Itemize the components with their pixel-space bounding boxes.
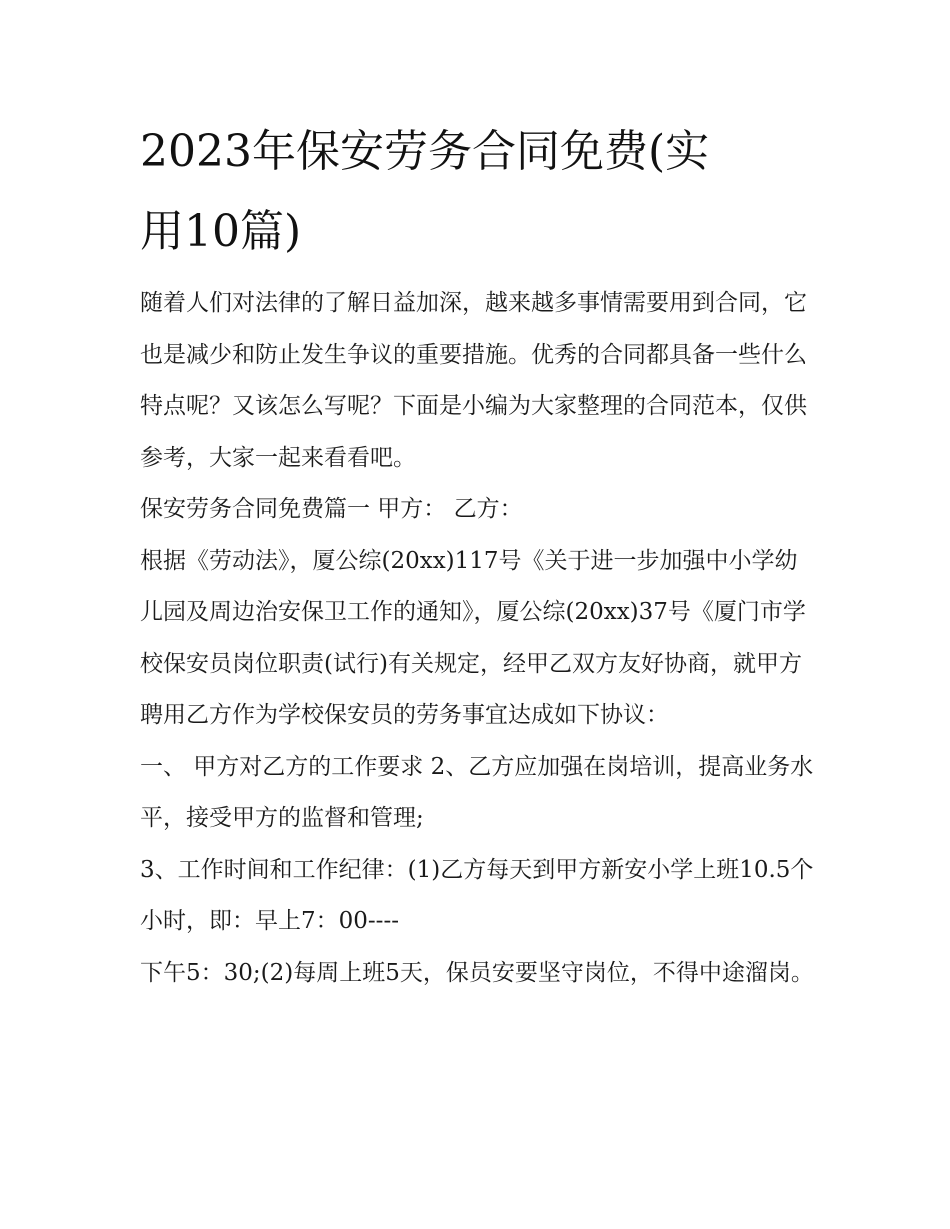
document-title-line1: 2023年保安劳务合同免费(实 [140,126,710,177]
clause-schedule-paragraph: 下午5：30;(2)每周上班5天，保员安要坚守岗位，不得中途溜岗。 [140,959,814,986]
clause-requirements-paragraph: 一、 甲方对乙方的工作要求 2、乙方应加强在岗培训，提高业务水平，接受甲方的监督和管理; [140,753,814,831]
intro-paragraph: 随着人们对法律的了解日益加深，越来越多事情需要用到合同，它也是减少和防止发生争议的重要措施。优秀的合同都具备一些什么特点呢？又该怎么写呢？下面是小编为大家整理的合同范本，仅供参考，大家一起来看看吧。 [140,290,807,471]
document-body [140,278,820,999]
contract-heading-paragraph: 保安劳务合同免费篇一 甲方： 乙方： [140,496,523,522]
clause-hours-paragraph: 3、工作时间和工作纪律：(1)乙方每天到甲方新安小学上班10.5个小时，即：早上7：00---- [140,856,814,934]
document-title [140,112,820,272]
document-title-line2: 用10篇) [140,206,302,257]
basis-paragraph: 根据《劳动法》，厦公综(20xx)117号《关于进一步加强中小学幼儿园及周边治安保卫工作的通知》，厦公综(20xx)37号《厦门市学校保安员岗位职责(试行)有关规定，经甲乙双方友好协商，就甲方聘用乙方作为学校保安员的劳务事宜达成如下协议： [140,547,806,728]
